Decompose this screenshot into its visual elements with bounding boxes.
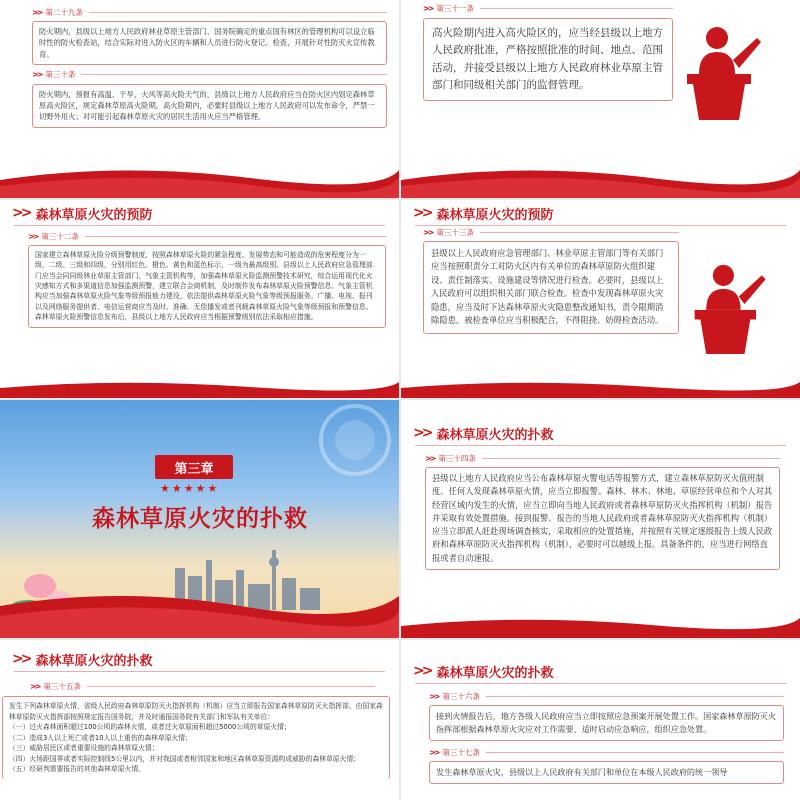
chevron-icon: >> (413, 425, 431, 441)
article-31-box: 高火险期内进入高火险区的，应当经县级以上地方人民政府批准，严格按照批准的时间、地点、范围活动，并接受县级以上地方人民政府林业草原主管部门和同级相关部门的监督管理。 (423, 18, 673, 101)
article-31-tag: >> 第三十一条 (423, 2, 673, 14)
list-item: （五）经研判需要报告的其他森林草原火情。 (9, 765, 145, 774)
article-32-tag: >> 第三十二条 (28, 230, 386, 242)
article-30-tag: >> 第三十条 (32, 69, 387, 81)
section-header: >> 森林草原火灾的扑救 (401, 658, 800, 684)
list-item: （三）威胁居民区或者重要设施的森林草原火情； (9, 744, 159, 753)
slide-article-31 (401, 0, 800, 198)
article-32-box: 国家建立森林草原火险分级预警制度，按照森林草原火险的紧急程度、发展势态和可能造成的危害程度分为一级、二级、三级和四级，分别用红色、橙色、黄色和蓝色标示，一级为最高级别。县级以上人民政府应急管理部门应当会同同级林业草原主管部门、气象主管机构等，加强森林草原火险监测预警技术研究，综合运用现代化火灾感知方式和多渠道信息加强监测预警，建立联合会商机制，及时制作发布森林草原火险预警信息。气象主管机构应当加强森林草原火险气象等级预报能力建设，依法提供森林草原火险气象等级预报服务。广播、电视、报刊以及网络服务提供者、电信运营商应当及时、准确、无偿播发或者刊载森林草原火险气象等级预报和预警信息。森林草原火险预警信息发布后，县级以上地方人民政府应当根据预警级别依法采取相应措施。 (28, 245, 386, 328)
list-item: （二）造成3人以上死亡或者10人以上重伤的森林草原火情； (9, 733, 192, 742)
chevron-icon: >> (413, 205, 431, 221)
chevron-icon: >> (12, 651, 30, 667)
slide-article-32 (0, 200, 399, 398)
article-29-box: 防火期内，县级以上地方人民政府林业草原主管部门、国务院确定的重点国有林区的管理机构可以设立临时性的防火检查站，结合实际对进入防火区的车辆和人员进行防火登记、检查，开展针对性防灭火宣传教育。 (32, 21, 387, 65)
chapter-title: 森林草原火灾的扑救 (92, 506, 308, 532)
red-wave-decoration (401, 158, 800, 198)
slide-articles-36-37 (401, 640, 800, 800)
section-header: >> 森林草原火灾的预防 (0, 200, 399, 226)
section-header: >> 森林草原火灾的预防 (401, 200, 800, 226)
article-30-box: 防火期内，预报有高温、干旱、大风等高火险天气的，县级以上地方人民政府应当在防火区内划定森林草原高火险区，规定森林草原高火险期。高火险期内，必要时县级以上地方人民政府可以发布命令，严禁一切野外用火；对可能引起森林草原火灾的居民生活用火应当严格管理。 (32, 84, 387, 128)
article-29-tag: >> 第二十九条 (32, 6, 387, 18)
article-34-box: 县级以上地方人民政府应当公布森林草原火警电话等报警方式，建立森林草原防灭火值班制度。任何人发现森林草原火情，应当立即报警。森林、林木、林地、草原经营单位和个人对其经营区域内发生的火情，应当立即向当地人民政府或者森林草原防灭火指挥机构（机制）报告并采取有效处置措施。接到报警、报告的当地人民政府或者森林草原防灭火指挥机构（机制）应当立即派人赶赴现场调查核实，采取相应的处置措施，并按照有关规定逐级报告上级人民政府和森林草原防灭火指挥机构（机制），必要时可以越级上报。具备条件的，应当进行网络直报或者自动速报。 (425, 467, 780, 570)
list-item: （一）过火森林面积超过100公顷的森林火情，或者过火草原面积超过5000公顷的草原火情； (9, 723, 291, 732)
chapter-badge: 第三章 (155, 455, 233, 479)
stars-decoration: ★★★★★ (160, 482, 220, 495)
red-wave-decoration (0, 376, 399, 398)
section-header: >> 森林草原火灾的扑救 (0, 646, 399, 672)
slide-articles-29-30 (0, 0, 399, 198)
red-wave-decoration (0, 158, 399, 198)
red-wave-decoration (401, 376, 800, 398)
slide-article-34 (401, 400, 800, 638)
red-wave-decoration (401, 612, 800, 638)
city-skyline-decoration (0, 540, 399, 638)
article-33-tag: >> 第三十三条 (423, 226, 679, 238)
speaker-podium-icon (687, 260, 779, 356)
slide-article-33 (401, 200, 800, 398)
article-37-tag: >> 第三十七条 (429, 746, 784, 758)
list-item: （四）火场距国界或者实际控制线5公里以内，并对我国或者相邻国家和地区森林草原资源构成威胁的森林草原火情； (9, 754, 360, 763)
chevron-icon: >> (12, 205, 30, 221)
chevron-icon: >> (413, 663, 431, 679)
article-36-box: 接到火情报告后，地方各级人民政府应当立即按照应急预案开展处置工作。国家森林草原防灭火指挥部根据森林草原火灾应对工作需要，适时启动应急响应，组织应急处置。 (429, 705, 784, 741)
section-header: >> 森林草原火灾的扑救 (401, 420, 800, 446)
article-35-box: 发生下列森林草原火情，省级人民政府森林草原防灭火指挥机构（机制）应当立即报告国家森林草原防灭火指挥部，由国家森林草原防灭火指挥部按照规定报告国务院，并及时通报国务院有关部门和军队有关单位： （一）过火森林面积超过100公顷的森林火情，或者过火草原面积超过5000公顷的草原火情； （二）造成3人以上死亡或者10人以上重伤的森林草原火情； （三）威胁居民区或者重要设施的森林草原火情； （四）火场距国界或者实际控制线5公里以内，并对我国或者相邻国家和地区森林草原资源构成威胁的森林草原火情； （五）经研判需要报告的其他森林草原火情。 (2, 696, 390, 779)
article-35-tag: >> 第三十五条 (30, 680, 375, 692)
slide-chapter-3-cover (0, 400, 399, 638)
article-37-box: 发生森林草原火灾，县级以上人民政府有关部门和单位在本级人民政府的统一领导 (429, 761, 784, 784)
article-33-box: 县级以上人民政府应急管理部门、林业草原主管部门等有关部门应当按照职责分工对防火区内有关单位的森林草原防火组织建设、责任制落实、设施建设等情况进行检查。必要时，县级以上人民政府可以组织相关部门联合检查。检查中发现森林草原火灾隐患，应当及时下达森林草原火灾隐患整改通知书，责令限期消除隐患。被检查单位应当积极配合，不得阻挠、妨碍检查活动。 (423, 241, 679, 334)
emblem-watermark-icon (300, 400, 399, 480)
speaker-podium-icon (679, 22, 775, 122)
slide-article-35 (0, 640, 399, 800)
article-36-tag: >> 第三十六条 (429, 690, 784, 702)
article-34-tag: >> 第三十四条 (425, 452, 780, 464)
